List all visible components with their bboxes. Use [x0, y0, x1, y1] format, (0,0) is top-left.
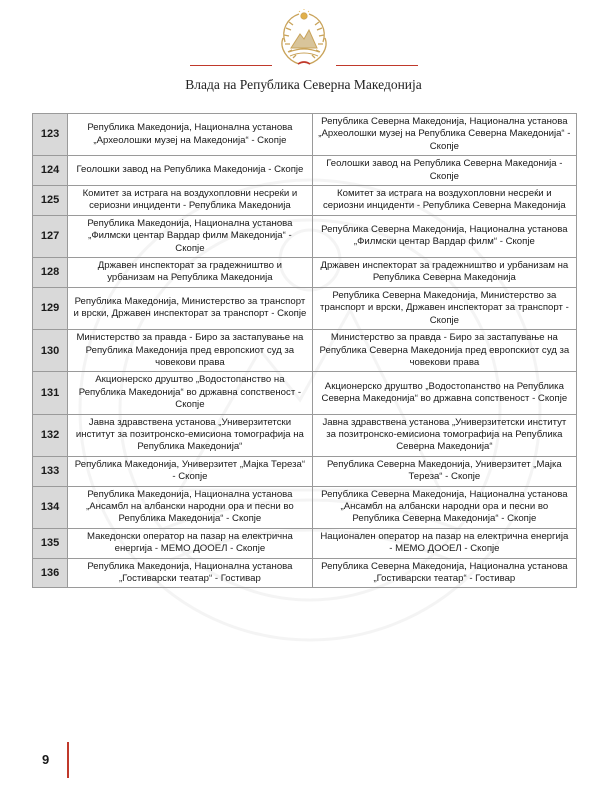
old-name-cell: Република Македонија, Национална установа „Гостиварски театар“ - Гостивар: [68, 558, 313, 588]
new-name-cell: Јавна здравствена установа „Универзитетски институт за позитронско-емисиона томографија на Република Северна Македонија“: [312, 414, 576, 456]
table-row: [33, 287, 577, 329]
old-name-cell: Република Македонија, Универзитет „Мајка Тереза“ - Скопје: [68, 456, 313, 486]
new-name-cell: Република Северна Македонија, Министерство за транспорт и врски, Државен инспекторат за транспорт - Скопје: [312, 287, 576, 329]
institutions-table: [32, 113, 577, 588]
table-row: [33, 186, 577, 216]
government-title: Влада на Република Северна Македонија: [185, 77, 422, 92]
new-name-cell: Република Северна Македонија, Национална установа „Гостиварски театар“ - Гостивар: [312, 558, 576, 588]
table-row: [33, 414, 577, 456]
row-number-cell: 135: [33, 528, 68, 558]
row-number-cell: 132: [33, 414, 68, 456]
old-name-cell: Македонски оператор на пазар на електрична енергија - МЕМО ДООЕЛ - Скопје: [68, 528, 313, 558]
old-name-cell: Државен инспекторат за градежништво и урбанизам на Република Македонија: [68, 258, 313, 288]
table-row: [33, 456, 577, 486]
new-name-cell: Република Северна Македонија, Национална установа „Археолошки музеј на Република Северна Македонија“ - Скопје: [312, 114, 576, 156]
old-name-cell: Република Македонија, Министерство за транспорт и врски, Државен инспекторат за транспорт - Скопје: [68, 287, 313, 329]
new-name-cell: Комитет за истрага на воздухопловни несреќи и сериозни инциденти - Република Северна Македонија: [312, 186, 576, 216]
footer-accent-bar: [67, 742, 69, 778]
old-name-cell: Геолошки завод на Република Македонија - Скопје: [68, 156, 313, 186]
new-name-cell: Република Северна Македонија, Универзитет „Мајка Тереза“ - Скопје: [312, 456, 576, 486]
old-name-cell: Министерство за правда - Биро за застапување на Република Македонија пред европскиот суд за човекови права: [68, 330, 313, 372]
new-name-cell: Министерство за правда - Биро за застапување на Република Северна Македонија пред европскиот суд за човекови права: [312, 330, 576, 372]
page-number: 9: [42, 752, 50, 767]
old-name-cell: Комитет за истрага на воздухопловни несреќи и сериозни инциденти - Република Македонија: [68, 186, 313, 216]
new-name-cell: Национален оператор на пазар на електрична енергија - МЕМО ДООЕЛ - Скопје: [312, 528, 576, 558]
table-row: [33, 330, 577, 372]
old-name-cell: Република Македонија, Национална установа „Археолошки музеј на Македонија“ - Скопје: [68, 114, 313, 156]
header-rule-right: [336, 65, 418, 66]
row-number-cell: 127: [33, 215, 68, 257]
row-number-cell: 124: [33, 156, 68, 186]
page-header: [0, 0, 607, 100]
row-number-cell: 134: [33, 486, 68, 528]
table-row: [33, 114, 577, 156]
old-name-cell: Јавна здравствена установа „Универзитетски институт за позитронско-емисиона томографија на Република Македонија“: [68, 414, 313, 456]
table-row: [33, 372, 577, 414]
table-row: [33, 528, 577, 558]
new-name-cell: Република Северна Македонија, Национална установа „Ансамбл на албански народни ора и песни во Република Северна Македонија“ - Скопје: [312, 486, 576, 528]
new-name-cell: Акционерско друштво „Водостопанство на Република Северна Македонија“ во државна сопственост - Скопје: [312, 372, 576, 414]
row-number-cell: 133: [33, 456, 68, 486]
row-number-cell: 128: [33, 258, 68, 288]
row-number-cell: 129: [33, 287, 68, 329]
old-name-cell: Република Македонија, Национална установа „Филмски центар Вардар филм Македонија“ - Скопје: [68, 215, 313, 257]
table-row: [33, 258, 577, 288]
new-name-cell: Република Северна Македонија, Национална установа „Филмски центар Вардар филм“ - Скопје: [312, 215, 576, 257]
table-row: [33, 156, 577, 186]
row-number-cell: 131: [33, 372, 68, 414]
row-number-cell: 136: [33, 558, 68, 588]
row-number-cell: 125: [33, 186, 68, 216]
table-row: [33, 558, 577, 588]
header-rule-left: [190, 65, 272, 66]
row-number-cell: 130: [33, 330, 68, 372]
new-name-cell: Геолошки завод на Република Северна Македонија - Скопје: [312, 156, 576, 186]
coat-of-arms-emblem: [273, 8, 335, 70]
table-row: [33, 486, 577, 528]
new-name-cell: Државен инспекторат за градежништво и урбанизам на Република Северна Македонија: [312, 258, 576, 288]
old-name-cell: Република Македонија, Национална установа „Ансамбл на албански народни ора и песни во Република Македонија“ - Скопје: [68, 486, 313, 528]
row-number-cell: 123: [33, 114, 68, 156]
old-name-cell: Акционерско друштво „Водостопанство на Република Македонија“ во државна сопственост - Скопје: [68, 372, 313, 414]
table-row: [33, 215, 577, 257]
institutions-table-body: [33, 114, 577, 588]
